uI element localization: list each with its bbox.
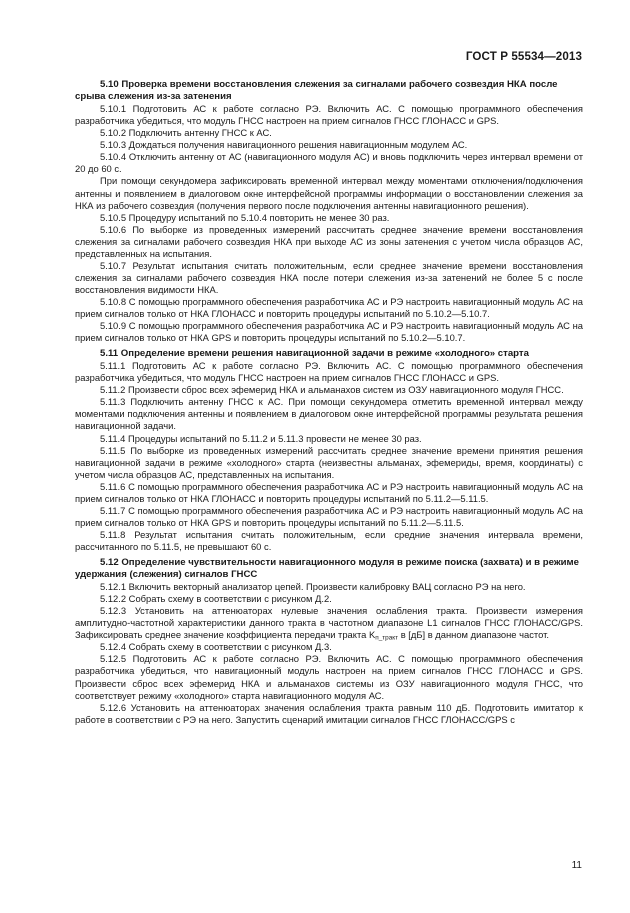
subscript-text: п_тракт xyxy=(375,634,399,642)
paragraph: 5.12.1 Включить векторный анализатор цепей. Произвести калибровку ВАЦ согласно РЭ на него. xyxy=(100,581,526,593)
section-heading-5-12: 5.12 Определение чувствительности навигационного модуля в режиме поиска (захвата) и в режиме удержания (слежения) сигналов ГНСС xyxy=(75,556,579,581)
paragraph: 5.11.7 С помощью программного обеспечения разработчика АС и РЭ настроить навигационный модуль АС на прием сигналов только от НКА GPS и повторить процедуры испытаний по 5.11.2—5.11.5. xyxy=(75,504,583,528)
section-heading-5-10: 5.10 Проверка времени восстановления слежения за сигналами рабочего созвездия НКА после срыва слежения из-за затенения xyxy=(75,79,558,103)
paragraph: 5.11.8 Результат испытания считать положительным, если средние значения интервала времени, рассчитанного по 5.11.5, не превышают 60 с. xyxy=(75,528,583,552)
paragraph: 5.11.3 Подключить антенну ГНСС к АС. При помощи секундомера отметить временной интервал между моментами подключения антенны и появлением в диалоговом окне интерфейсной программы результата решения навигационной задачи. xyxy=(75,396,583,432)
paragraph-with-subscript xyxy=(75,605,583,641)
paragraph: 5.10.3 Дождаться получения навигационного решения навигационным модулем АС. xyxy=(100,139,468,151)
paragraph: 5.10.6 По выборке из проведенных измерений рассчитать среднее значение времени восстановления слежения за сигналами рабочего созвездия НКА при выходе АС из зоны затенения с учетом числа образцов АС, представленных на испытания. xyxy=(75,223,583,259)
paragraph: 5.10.9 С помощью программного обеспечения разработчика АС и РЭ настроить навигационный модуль АС на прием сигналов только от НКА GPS и повторить процедуры испытаний по 5.10.2—5.10.7. xyxy=(75,320,583,344)
paragraph: При помощи секундомера зафиксировать временной интервал между моментами отключения/подключения антенны и появлением в диалоговом окне интерфейсной программы информации о восстановлении слежения за НКА из рабочего созвездия (получения первого после подключения антенны навигационного решения). xyxy=(75,175,583,211)
paragraph: 5.11.2 Произвести сброс всех эфемерид НКА и альманахов систем из ОЗУ навигационного модуля ГНСС. xyxy=(100,384,564,396)
paragraph: 5.11.5 По выборке из проведенных измерений рассчитать среднее значение времени принятия решения навигационной задачи в режиме «холодного» старта (неизвестны альманах, эфемериды, время, координаты) с учетом числа образцов АС, представленных на испытания. xyxy=(75,444,583,480)
paragraph: 5.11.6 С помощью программного обеспечения разработчика АС и РЭ настроить навигационный модуль АС на прием сигналов только от НКА ГЛОНАСС и повторить процедуры испытаний по 5.11.2—5.11.5. xyxy=(75,480,583,504)
paragraph: 5.12.5 Подготовить АС к работе согласно РЭ. Включить АС. С помощью программного обеспечения разработчика убедиться, что навигационный модуль настроен на прием сигналов ГНСС ГЛОНАСС и GPS. Произвести сброс всех эфемерид НКА и альманахов системы из ОЗУ навигационного модуля ГНСС, что соответствует режиму «холодного» старта навигационного модуля АС. xyxy=(75,653,583,701)
paragraph: 5.11.4 Процедуры испытаний по 5.11.2 и 5.11.3 провести не менее 30 раз. xyxy=(100,432,422,444)
paragraph: 5.10.8 С помощью программного обеспечения разработчика АС и РЭ настроить навигационный модуль АС на прием сигналов только от НКА ГЛОНАСС и повторить процедуры испытаний по 5.10.2—5.10.7. xyxy=(75,295,583,319)
paragraph: 5.10.5 Процедуру испытаний по 5.10.4 повторить не менее 30 раз. xyxy=(100,211,390,223)
paragraph-text: в [дБ] в данном диапазоне частот. xyxy=(398,629,549,641)
paragraph: 5.11.1 Подготовить АС к работе согласно РЭ. Включить АС. С помощью программного обеспечения разработчика убедиться, что модуль ГНСС настроен на прием сигналов ГНСС ГЛОНАСС и GPS. xyxy=(75,360,583,384)
paragraph-text: 5.12.3 Установить на аттенюаторах нулевые значения ослабления тракта. Произвести измерения амплитудно-частотной характеристики данного тракта в частотном диапазоне L1 сигналов ГНСС ГЛОНАСС/GPS. Зафиксировать среднее значение коэффициента передачи тракта K xyxy=(75,605,583,641)
paragraph: 5.12.6 Установить на аттенюаторах значения ослабления тракта равным 110 дБ. Подготовить имитатор к работе в соответствии с РЭ на него. Запустить сценарий имитации сигналов ГНСС ГЛОНАСС/GPS с xyxy=(75,701,583,725)
paragraph: 5.10.2 Подключить антенну ГНСС к АС. xyxy=(100,127,272,139)
paragraph: 5.12.4 Собрать схему в соответствии с рисунком Д.3. xyxy=(100,641,332,653)
paragraph: 5.12.2 Собрать схему в соответствии с рисунком Д.2. xyxy=(100,593,332,605)
document-body xyxy=(75,78,583,726)
page-number: 11 xyxy=(571,860,582,871)
paragraph: 5.10.1 Подготовить АС к работе согласно РЭ. Включить АС. С помощью программного обеспечения разработчика убедиться, что модуль ГНСС настроен на прием сигналов ГНСС ГЛОНАСС и GPS. xyxy=(75,103,583,127)
section-heading-5-11: 5.11 Определение времени решения навигационной задачи в режиме «холодного» старта xyxy=(100,348,529,360)
document-header-id: ГОСТ Р 55534—2013 xyxy=(465,50,582,63)
paragraph: 5.10.4 Отключить антенну от АС (навигационного модуля АС) и вновь подключить через интервал времени от 20 до 60 с. xyxy=(75,151,583,175)
paragraph: 5.10.7 Результат испытания считать положительным, если среднее значение времени восстановления слежения за сигналами рабочего созвездия НКА после потери слежения из-за затенений не более 5 с после восстановления видимости НКА. xyxy=(75,259,583,295)
